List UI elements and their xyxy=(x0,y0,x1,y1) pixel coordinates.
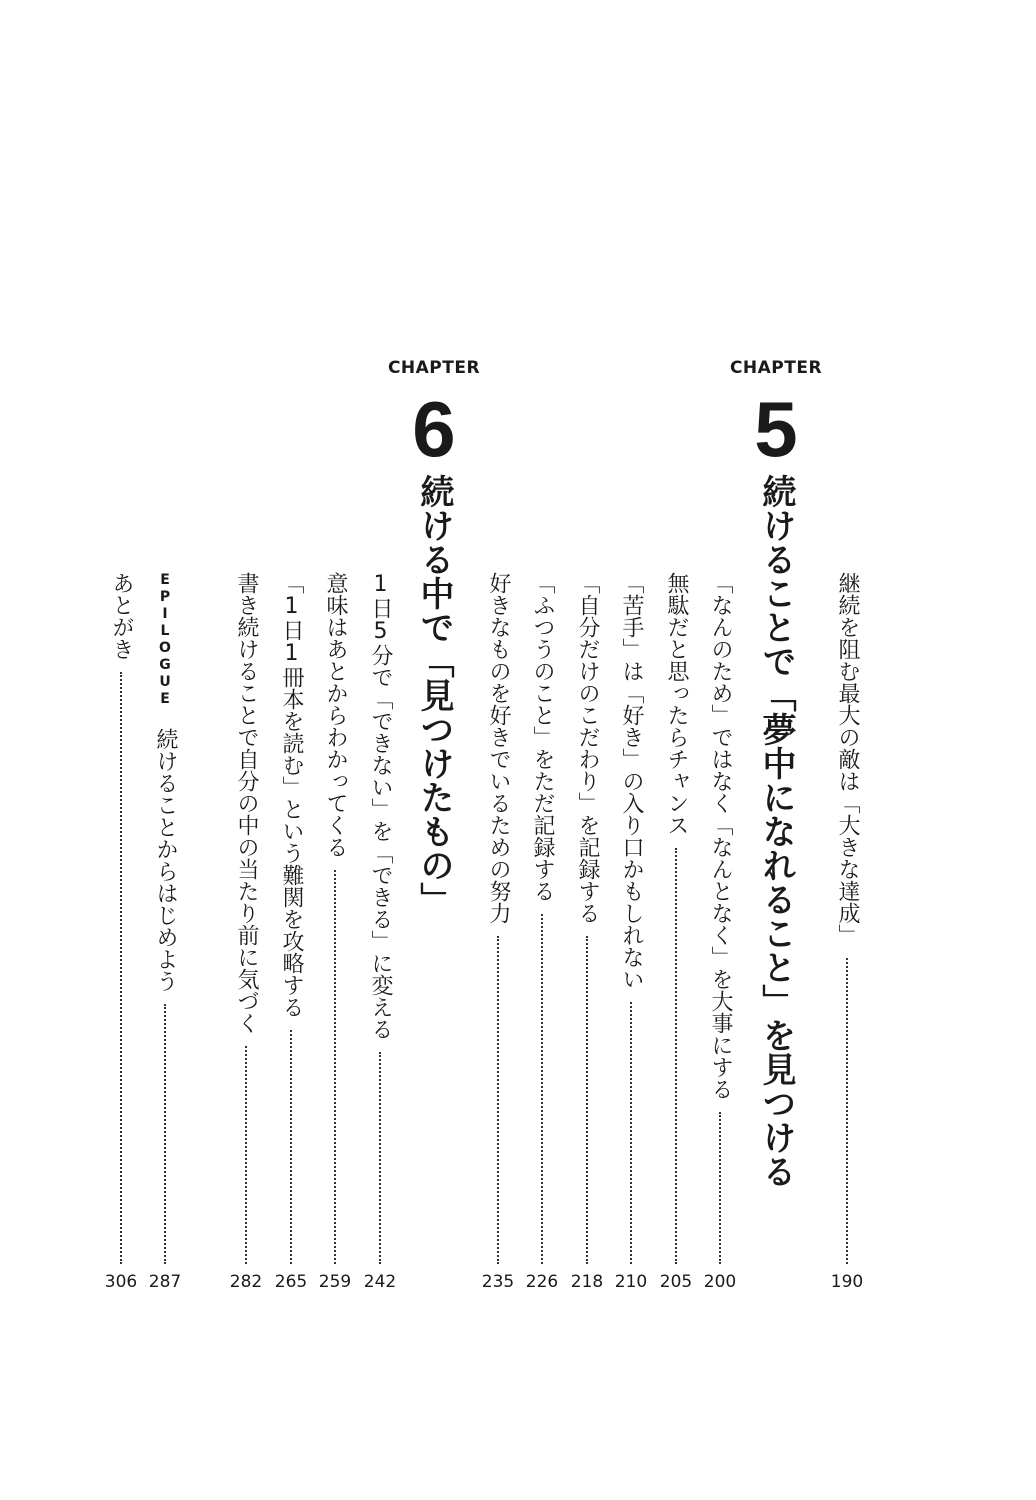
toc-entry-page: 259 xyxy=(318,1272,352,1292)
dotted-leader xyxy=(846,958,848,1264)
toc-entry-page: 226 xyxy=(525,1272,559,1292)
dotted-leader xyxy=(586,936,588,1264)
chapter5-number: 5 xyxy=(754,385,798,473)
toc-entry[interactable] xyxy=(616,572,646,1264)
chapter5-label: CHAPTER xyxy=(729,358,823,378)
dotted-leader xyxy=(630,1002,632,1264)
toc-entry-page: 200 xyxy=(703,1272,737,1292)
toc-entry-title: 「1日1冊本を読む」という難関を攻略する xyxy=(279,572,304,1018)
toc-entry[interactable] xyxy=(365,572,395,1264)
chapter6-title: 続ける中で「見つけたもの」 xyxy=(414,474,454,916)
toc-entry-title: 「ふつうのこと」をただ記録する xyxy=(530,572,555,902)
chapter5-title: 続けることで「夢中になれること」を見つける xyxy=(756,474,796,1188)
chapter6-label: CHAPTER xyxy=(387,358,481,378)
toc-entry-page: 190 xyxy=(830,1272,864,1292)
toc-entry-page: 242 xyxy=(363,1272,397,1292)
toc-entry-page: 210 xyxy=(614,1272,648,1292)
toc-entry-epilogue[interactable] xyxy=(150,572,180,1264)
toc-entry-title: 書き続けることで自分の中の当たり前に気づく xyxy=(234,572,259,1034)
toc-entry[interactable] xyxy=(832,572,862,1264)
toc-entry[interactable] xyxy=(661,572,691,1264)
toc-entry-title: 無駄だと思ったらチャンス xyxy=(664,572,689,836)
toc-entry-title: 続けることからはじめよう xyxy=(153,728,178,992)
dotted-leader xyxy=(290,1030,292,1264)
toc-entry-page: 205 xyxy=(659,1272,693,1292)
dotted-leader xyxy=(675,848,677,1264)
dotted-leader xyxy=(120,672,122,1264)
dotted-leader xyxy=(164,1004,166,1264)
toc-entry-page: 306 xyxy=(104,1272,138,1292)
toc-entry-page: 287 xyxy=(148,1272,182,1292)
toc-entry-page: 265 xyxy=(274,1272,308,1292)
toc-entry-title: 継続を阻む最大の敵は「大きな達成」 xyxy=(835,572,860,946)
epilogue-label: EPILOGUE xyxy=(157,572,173,708)
toc-entry[interactable] xyxy=(527,572,557,1264)
dotted-leader xyxy=(497,936,499,1264)
toc-entry-title: 「苦手」は「好き」の入り口かもしれない xyxy=(619,572,644,990)
toc-entry-title: あとがき xyxy=(109,572,134,660)
toc-entry[interactable] xyxy=(705,572,735,1264)
toc-entry-title: 1日5分で「できない」を「できる」に変える xyxy=(368,572,393,1040)
dotted-leader xyxy=(334,870,336,1264)
toc-entry-page: 235 xyxy=(481,1272,515,1292)
toc-entry[interactable] xyxy=(276,572,306,1264)
chapter6-number: 6 xyxy=(412,385,456,473)
toc-entry-title: 「自分だけのこだわり」を記録する xyxy=(575,572,600,924)
toc-entry-title: 好きなものを好きでいるための努力 xyxy=(486,572,511,924)
toc-entry[interactable] xyxy=(320,572,350,1264)
toc-entry-afterword[interactable] xyxy=(106,572,136,1264)
dotted-leader xyxy=(719,1112,721,1264)
dotted-leader xyxy=(245,1046,247,1264)
toc-entry-title: 「なんのため」ではなく「なんとなく」を大事にする xyxy=(708,572,733,1100)
dotted-leader xyxy=(541,914,543,1264)
toc-entry-page: 282 xyxy=(229,1272,263,1292)
dotted-leader xyxy=(379,1052,381,1264)
toc-entry[interactable] xyxy=(572,572,602,1264)
toc-entry-title: 意味はあとからわかってくる xyxy=(323,572,348,858)
toc-entry[interactable] xyxy=(231,572,261,1264)
toc-entry[interactable] xyxy=(483,572,513,1264)
toc-entry-page: 218 xyxy=(570,1272,604,1292)
